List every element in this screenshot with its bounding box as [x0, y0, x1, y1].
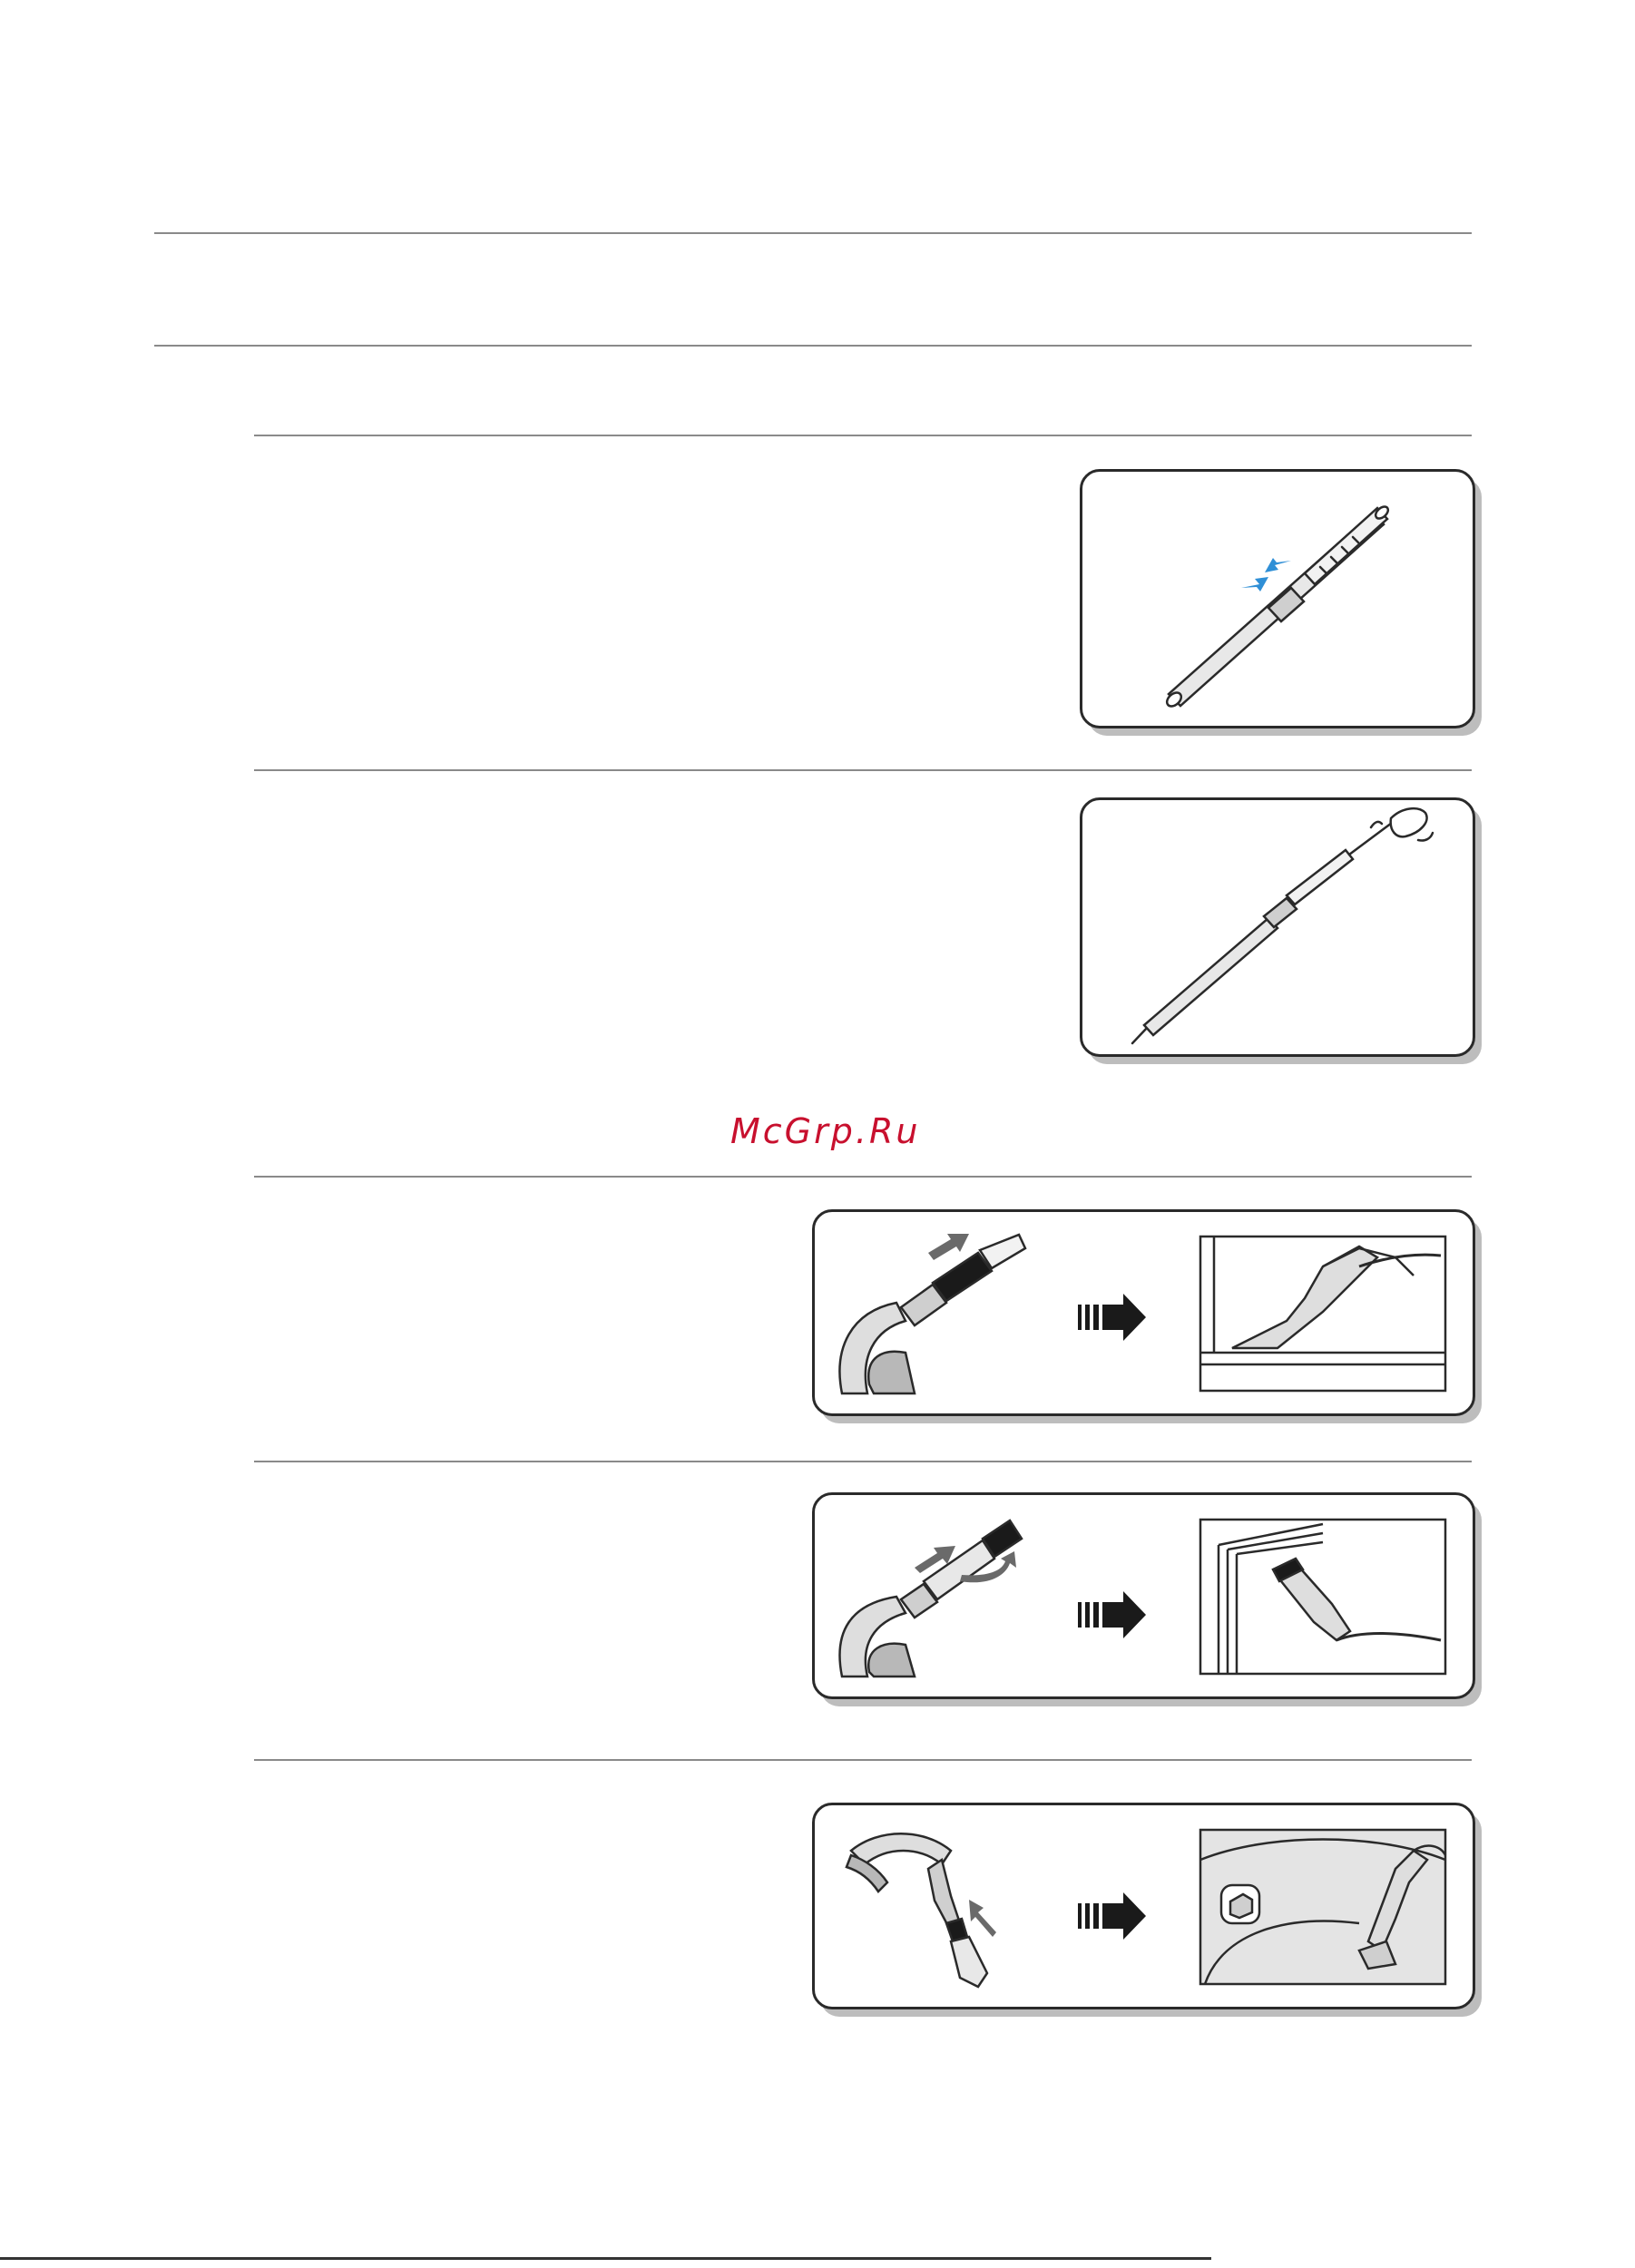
step-arrow-icon: [1078, 1591, 1146, 1638]
section-rule-4: [254, 1461, 1472, 1462]
figure-telescopic-pipe: [1080, 469, 1475, 728]
section-rule-1: [254, 435, 1472, 436]
figure-upholstery-tool: [812, 1803, 1475, 2009]
crevice-tool-icon: [815, 1212, 1473, 1413]
section-rule-3: [254, 1176, 1472, 1178]
figure-pipe-extended: [1080, 797, 1475, 1057]
watermark: McGrp.Ru: [730, 1111, 921, 1151]
telescopic-pipe-icon: [1082, 472, 1473, 726]
section-rule-5: [254, 1759, 1472, 1761]
dusting-brush-icon: [815, 1495, 1473, 1696]
footer-rule: [0, 2257, 1211, 2260]
hand-extending-pipe-icon: [1082, 800, 1473, 1054]
figure-crevice-tool: [812, 1209, 1475, 1416]
step-arrow-icon: [1078, 1892, 1146, 1940]
section-rule-2: [254, 769, 1472, 771]
figure-dusting-brush: [812, 1492, 1475, 1699]
header-rule-top: [154, 232, 1472, 234]
upholstery-tool-icon: [815, 1805, 1473, 2007]
step-arrow-icon: [1078, 1294, 1146, 1341]
header-rule-bottom: [154, 345, 1472, 347]
